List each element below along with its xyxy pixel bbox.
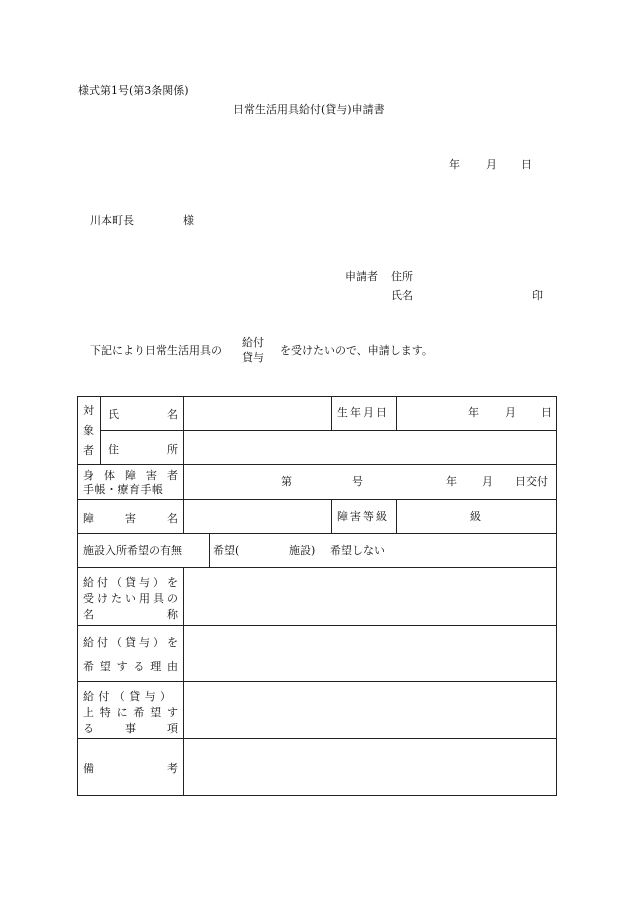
request-prefix: 下記により日常生活用具の xyxy=(90,344,222,357)
subject-label-char: 対 xyxy=(83,404,94,417)
request-choice-give: 給付 xyxy=(242,336,264,349)
label-char: 与 xyxy=(144,690,156,703)
date-day-label: 日 xyxy=(521,158,532,171)
label-char: ） xyxy=(153,636,164,649)
label-char: 者 xyxy=(167,469,178,482)
address-field[interactable] xyxy=(184,431,556,464)
disability-label xyxy=(83,510,178,526)
label-char: 体 xyxy=(104,469,115,482)
name-field[interactable] xyxy=(184,397,330,430)
label-char: 障 xyxy=(83,512,94,525)
handbook-label-line-2: 手帳・療育手帳 xyxy=(83,483,164,496)
label-char: 付 xyxy=(97,636,108,649)
label-char: （ xyxy=(113,690,125,703)
label-char: 付 xyxy=(97,576,108,589)
label-char: 名 xyxy=(167,512,178,525)
subject-label-char: 者 xyxy=(83,444,94,457)
disability-field[interactable] xyxy=(184,500,330,533)
label-char: い xyxy=(125,592,136,605)
label-char: に xyxy=(116,706,128,719)
label-char: 住 xyxy=(108,443,119,456)
col-divider xyxy=(209,533,210,567)
label-char: を xyxy=(167,636,178,649)
subject-label-char: 象 xyxy=(83,424,94,437)
handbook-number-suffix: 号 xyxy=(352,475,363,488)
seal-mark: 印 xyxy=(532,289,543,302)
label-char: 名 xyxy=(83,608,94,621)
label-char: 特 xyxy=(99,706,111,719)
date-month-label: 月 xyxy=(486,158,497,171)
special-label-line-3 xyxy=(83,720,178,736)
label-char: 害 xyxy=(125,512,136,525)
form-number: 様式第1号(第3条関係) xyxy=(78,84,189,97)
grade-label: 障害等級 xyxy=(337,510,389,523)
label-char: 理 xyxy=(150,660,162,673)
label-char: け xyxy=(97,592,108,605)
col-divider xyxy=(396,396,397,430)
label-char: 望 xyxy=(99,660,111,673)
applicant-role: 申請者 xyxy=(345,270,378,283)
label-char: ） xyxy=(153,576,164,589)
label-char: 給 xyxy=(83,636,94,649)
label-char: 給 xyxy=(83,690,94,703)
label-char: 受 xyxy=(83,592,94,605)
request-choice-lend: 貸与 xyxy=(242,351,264,364)
facility-no-hope: 希望しない xyxy=(330,544,385,557)
item-label-line-3 xyxy=(83,606,178,622)
reason-field[interactable] xyxy=(184,626,556,681)
addressee-name: 川本町長 xyxy=(90,214,134,227)
label-char: 望 xyxy=(150,706,162,719)
label-char: 名 xyxy=(167,408,178,421)
document-title: 日常生活用具給付(貸与)申請書 xyxy=(233,103,385,116)
handbook-month-unit: 月 xyxy=(482,475,493,488)
label-char: た xyxy=(111,592,122,605)
label-char: 備 xyxy=(83,762,94,775)
label-char: （ xyxy=(111,576,122,589)
label-char: 具 xyxy=(153,592,164,605)
label-char: 用 xyxy=(139,592,150,605)
row-divider xyxy=(77,533,557,534)
col-divider xyxy=(331,499,332,533)
addressee-honorific: 様 xyxy=(183,214,194,227)
handbook-label-line-1 xyxy=(83,467,178,483)
label-char: 付 xyxy=(98,690,110,703)
label-char: 所 xyxy=(167,443,178,456)
label-char: （ xyxy=(111,636,122,649)
label-char: 項 xyxy=(167,722,178,735)
facility-hope-open: 希望( xyxy=(213,544,240,557)
special-request-field[interactable] xyxy=(184,682,556,738)
item-label-line-1 xyxy=(83,574,178,590)
reason-label-line-2 xyxy=(83,658,178,674)
label-char: す xyxy=(166,706,178,719)
birth-date-label: 生年月日 xyxy=(337,406,389,419)
name-label xyxy=(108,406,178,422)
applicant-name-label: 氏名 xyxy=(391,289,413,302)
col-divider xyxy=(331,396,332,430)
label-char: 与 xyxy=(139,636,150,649)
label-char: 給 xyxy=(83,576,94,589)
label-char: を xyxy=(167,576,178,589)
label-char: る xyxy=(133,660,145,673)
col-divider xyxy=(100,396,101,464)
address-label xyxy=(108,441,178,457)
label-char: 貸 xyxy=(125,636,136,649)
reason-label-line-1 xyxy=(83,634,178,650)
label-char: 称 xyxy=(167,608,178,621)
label-char: 貸 xyxy=(129,690,141,703)
applicant-address-label: 住所 xyxy=(391,270,413,283)
birth-month-unit: 月 xyxy=(505,406,516,419)
handbook-number-prefix: 第 xyxy=(281,475,292,488)
label-char: 希 xyxy=(133,706,145,719)
label-char: 希 xyxy=(83,660,94,673)
special-label-line-1 xyxy=(83,688,171,704)
birth-day-unit: 日 xyxy=(541,406,552,419)
row-divider xyxy=(77,464,557,465)
birth-year-unit: 年 xyxy=(468,406,479,419)
label-char: 上 xyxy=(83,706,94,719)
label-char: ） xyxy=(159,690,171,703)
label-char: 害 xyxy=(146,469,157,482)
label-char: 氏 xyxy=(108,408,119,421)
label-char: 与 xyxy=(139,576,150,589)
label-char: す xyxy=(116,660,128,673)
remarks-field[interactable] xyxy=(184,739,556,795)
label-char: る xyxy=(83,722,94,735)
facility-hope-close: 施設) xyxy=(289,544,316,557)
label-char: 事 xyxy=(125,722,136,735)
col-divider xyxy=(396,499,397,533)
request-suffix: を受けたいので、申請します。 xyxy=(280,344,433,357)
facility-label: 施設入所希望の有無 xyxy=(83,544,182,557)
item-label-line-2 xyxy=(83,590,178,606)
label-char: の xyxy=(167,592,178,605)
date-year-label: 年 xyxy=(449,158,460,171)
handbook-issued-unit: 日交付 xyxy=(515,475,548,488)
label-char: 由 xyxy=(166,660,178,673)
special-label-line-2 xyxy=(83,704,178,720)
label-char: 貸 xyxy=(125,576,136,589)
grade-unit: 級 xyxy=(470,510,481,523)
label-char: 身 xyxy=(83,469,94,482)
remarks-label xyxy=(83,760,178,776)
item-name-field[interactable] xyxy=(184,568,556,625)
handbook-year-unit: 年 xyxy=(446,475,457,488)
label-char: 考 xyxy=(167,762,178,775)
label-char: 障 xyxy=(125,469,136,482)
